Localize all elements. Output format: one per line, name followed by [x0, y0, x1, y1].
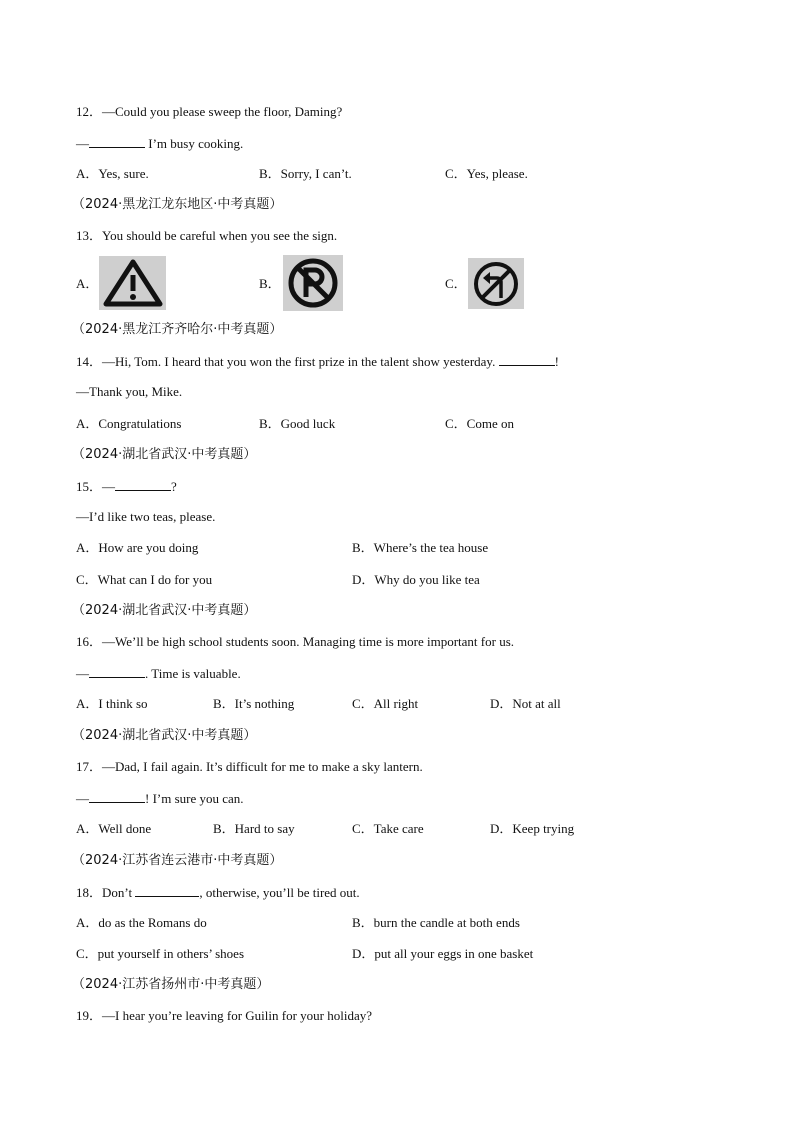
- q17-answer-blank[interactable]: [89, 790, 145, 803]
- q18-option-b: B．burn the candle at both ends: [352, 915, 520, 930]
- q16-reply-dash: —: [76, 666, 89, 681]
- q14-option-a: A．Congratulations: [76, 416, 182, 431]
- q18-stem-prefix: 18．Don’t: [76, 885, 136, 900]
- q14-stem-end: !: [554, 354, 559, 369]
- q14-stem: [76, 353, 559, 370]
- q12-option-c: C．Yes, please.: [445, 166, 528, 181]
- q18-option-d: D．put all your eggs in one basket: [352, 946, 534, 961]
- q17-reply-text: ! I’m sure you can.: [145, 791, 244, 806]
- q18-source: （2024·江苏省连云港市·中考真题）: [72, 853, 283, 868]
- q18-option-c: C．put yourself in others’ shoes: [76, 946, 245, 961]
- q16-stem: 16．—We’ll be high school students soon. Managing time is more important for us.: [76, 634, 515, 649]
- q17-option-c: C．Take care: [352, 821, 424, 836]
- q13-option-a: A．: [76, 276, 99, 291]
- q15-stem: [76, 478, 177, 495]
- q12-reply: [76, 135, 243, 152]
- q14-option-b: B．Good luck: [259, 416, 336, 431]
- q15-option-b: B．Where’s the tea house: [352, 540, 489, 555]
- q17-reply: [76, 790, 244, 807]
- no-left-turn-sign-icon: [468, 258, 524, 309]
- q15-stem-end: ?: [171, 479, 177, 494]
- q14-reply: —Thank you, Mike.: [76, 384, 183, 399]
- q13-stem: 13．You should be careful when you see the sign.: [76, 228, 338, 243]
- q12-reply-dash: —: [76, 136, 89, 151]
- q13-source: （2024·黑龙江龙东地区·中考真题）: [72, 197, 283, 212]
- q16-answer-blank[interactable]: [89, 665, 145, 678]
- q16-source: （2024·湖北省武汉·中考真题）: [72, 603, 257, 618]
- q12-option-a: A．Yes, sure.: [76, 166, 149, 181]
- q17-source: （2024·湖北省武汉·中考真题）: [72, 728, 257, 743]
- q16-option-a: A．I think so: [76, 696, 148, 711]
- q16-reply: [76, 665, 241, 682]
- q13-option-b: B．: [259, 276, 281, 291]
- q18-option-a: A．do as the Romans do: [76, 915, 207, 930]
- q15-reply: —I’d like two teas, please.: [76, 509, 216, 524]
- q15-option-d: D．Why do you like tea: [352, 572, 480, 587]
- q16-option-b: B．It’s nothing: [213, 696, 295, 711]
- q12-answer-blank[interactable]: [89, 135, 145, 148]
- q17-reply-dash: —: [76, 791, 89, 806]
- q14-stem-text: 14．—Hi, Tom. I heard that you won the first prize in the talent show yesterday.: [76, 354, 496, 369]
- q18-stem-text: , otherwise, you’ll be tired out.: [199, 885, 360, 900]
- q17-stem: 17．—Dad, I fail again. It’s difficult for me to make a sky lantern.: [76, 759, 423, 774]
- q12-option-b: B．Sorry, I can’t.: [259, 166, 352, 181]
- q15-answer-blank[interactable]: [115, 478, 171, 491]
- q13-option-c: C．: [445, 276, 467, 291]
- q17-option-d: D．Keep trying: [490, 821, 575, 836]
- q14-source: （2024·黑龙江齐齐哈尔·中考真题）: [72, 322, 283, 337]
- no-parking-sign-icon: [283, 255, 343, 311]
- q19-stem: 19．—I hear you’re leaving for Guilin for your holiday?: [76, 1008, 373, 1023]
- q15-stem-prefix: 15．—: [76, 479, 116, 494]
- q14-option-c: C．Come on: [445, 416, 514, 431]
- q15-source: （2024·湖北省武汉·中考真题）: [72, 447, 257, 462]
- q17-option-b: B．Hard to say: [213, 821, 295, 836]
- q15-option-a: A．How are you doing: [76, 540, 199, 555]
- q12-stem: 12．—Could you please sweep the floor, Daming?: [76, 104, 343, 119]
- q16-reply-text: . Time is valuable.: [145, 666, 241, 681]
- q19-source: （2024·江苏省扬州市·中考真题）: [72, 977, 270, 992]
- q18-stem: [76, 884, 360, 901]
- q16-option-c: C．All right: [352, 696, 419, 711]
- q16-option-d: D．Not at all: [490, 696, 561, 711]
- warning-sign-icon: [99, 256, 166, 310]
- q12-reply-text: I’m busy cooking.: [145, 136, 244, 151]
- q14-answer-blank[interactable]: [499, 353, 555, 366]
- q17-option-a: A．Well done: [76, 821, 152, 836]
- q15-option-c: C．What can I do for you: [76, 572, 213, 587]
- q18-answer-blank[interactable]: [135, 884, 199, 897]
